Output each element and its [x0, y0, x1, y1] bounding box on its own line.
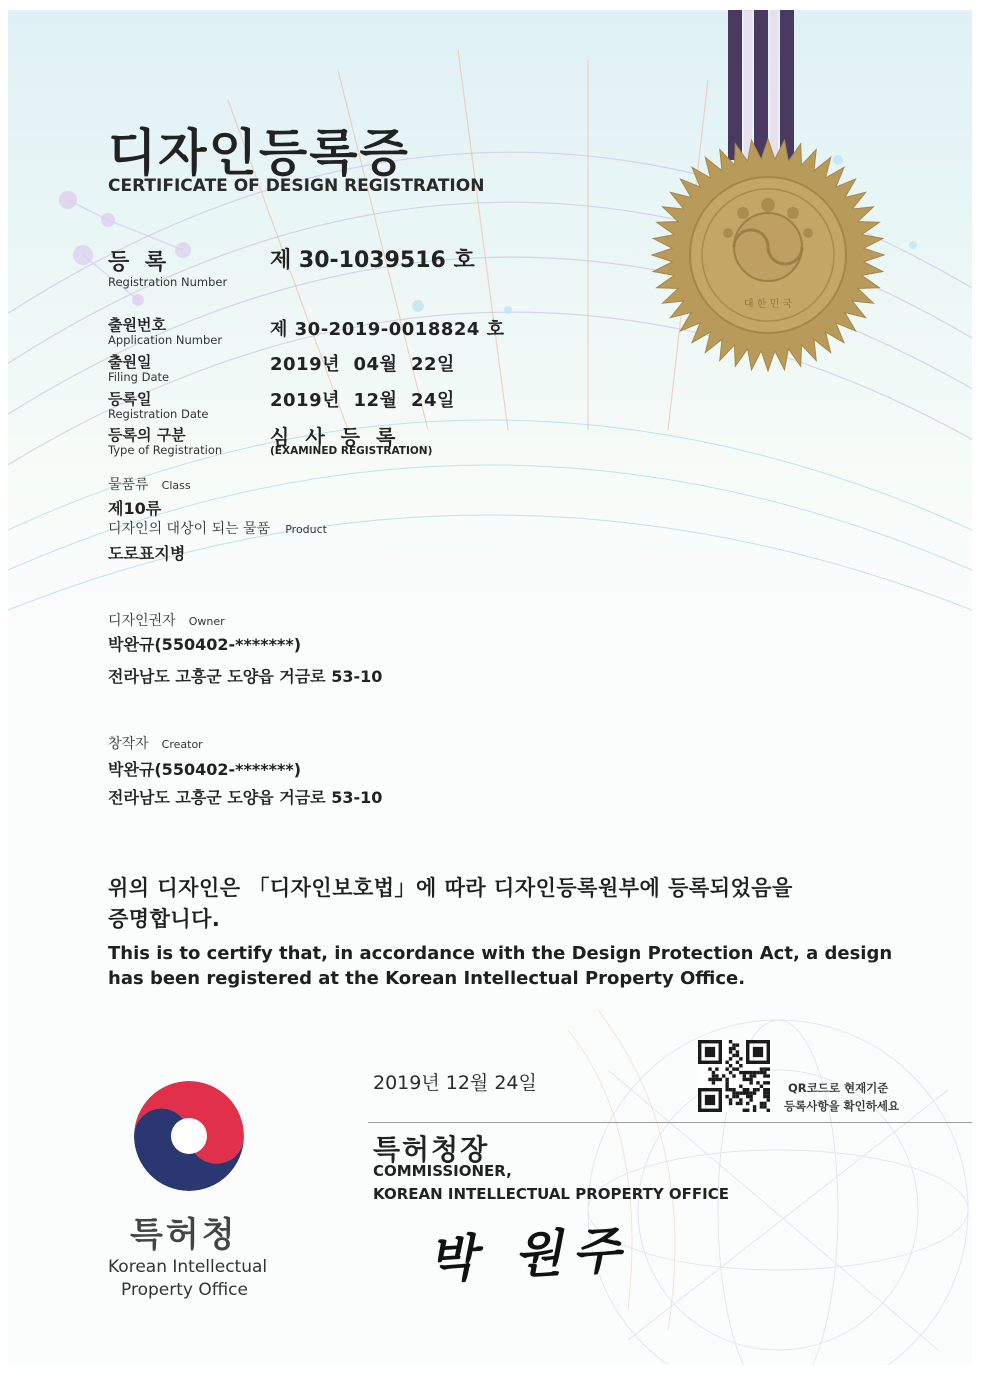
certificate-title-ko: 디자인등록증 [108, 124, 410, 182]
filing-date-value: 2019년 04월 22일 [270, 354, 455, 375]
class-label-ko: 물품류 [108, 477, 149, 493]
product-label-en: Product [285, 523, 327, 536]
kipo-logo-name-ko: 특허청 [130, 1215, 238, 1255]
commissioner-title-ko: 특허청장 [373, 1133, 490, 1166]
creator-label-ko: 창작자 [108, 736, 149, 752]
gold-seal [648, 135, 888, 375]
application-number-value: 제 30-2019-0018824 호 [270, 319, 505, 340]
owner-address: 전라남도 고흥군 도양읍 거금로 53-10 [108, 667, 383, 686]
qr-caption-line1: QR코드로 현재기준 [788, 1081, 889, 1095]
qr-caption-line2: 등록사항을 확인하세요 [784, 1099, 900, 1113]
commissioner-title-en-line1: COMMISSIONER, [373, 1162, 512, 1180]
creator-label [108, 733, 203, 753]
certificate-sheet [8, 10, 972, 1365]
statement-en-line1: This is to certify that, in accordance with the Design Protection Act, a design [108, 943, 893, 964]
product-label-ko: 디자인의 대상이 되는 물품 [108, 521, 271, 537]
owner-label-ko: 디자인권자 [108, 613, 176, 629]
class-label-en: Class [161, 479, 191, 492]
signature-divider [368, 1122, 972, 1123]
statement-ko-line2: 증명합니다. [108, 907, 221, 931]
owner-label [108, 610, 225, 630]
application-number-label-ko: 출원번호 [108, 316, 166, 334]
registration-number: 제 30-1039516 호 [270, 248, 475, 273]
kipo-logo-name-en-line1: Korean Intellectual [108, 1257, 268, 1277]
creator-name: 박완규(550402-*******) [108, 760, 302, 779]
registration-type-subvalue: (EXAMINED REGISTRATION) [270, 445, 433, 457]
issue-date: 2019년 12월 24일 [373, 1072, 537, 1094]
statement-en-line2: has been registered at the Korean Intellectual Property Office. [108, 968, 746, 989]
product-value: 도로표지병 [108, 544, 186, 563]
filing-date-label-ko: 출원일 [108, 353, 152, 371]
owner-label-en: Owner [188, 615, 225, 628]
registration-type-value: 심사등록 [270, 425, 412, 449]
application-number-label-en: Application Number [108, 333, 223, 347]
qr-code[interactable] [698, 1040, 770, 1112]
registration-date-label-en: Registration Date [108, 407, 209, 421]
class-label [108, 474, 191, 494]
commissioner-title-en-line2: KOREAN INTELLECTUAL PROPERTY OFFICE [373, 1185, 730, 1203]
certificate-title-en: CERTIFICATE OF DESIGN REGISTRATION [108, 176, 485, 196]
statement-ko-line1: 위의 디자인은 「디자인보호법」에 따라 디자인등록원부에 등록되었음을 [108, 876, 793, 900]
seal-inscription: 대 한 민 국 [743, 299, 793, 310]
owner-name: 박완규(550402-*******) [108, 635, 302, 654]
kipo-logo-name-en-line2: Property Office [121, 1280, 248, 1300]
registration-label-en: Registration Number [108, 275, 228, 289]
class-value: 제10류 [108, 499, 162, 518]
commissioner-signature: 박 원주 [426, 1219, 632, 1290]
registration-label-ko: 등 록 [108, 250, 171, 275]
registration-date-value: 2019년 12월 24일 [270, 390, 455, 411]
registration-type-label-en: Type of Registration [108, 443, 223, 457]
filing-date-label-en: Filing Date [108, 370, 170, 384]
creator-label-en: Creator [161, 738, 203, 751]
registration-type-label-ko: 등록의 구분 [108, 426, 186, 444]
creator-address: 전라남도 고흥군 도양읍 거금로 53-10 [108, 788, 383, 807]
registration-date-label-ko: 등록일 [108, 390, 152, 408]
kipo-logo-symbol [130, 1077, 248, 1195]
product-label [108, 518, 327, 538]
